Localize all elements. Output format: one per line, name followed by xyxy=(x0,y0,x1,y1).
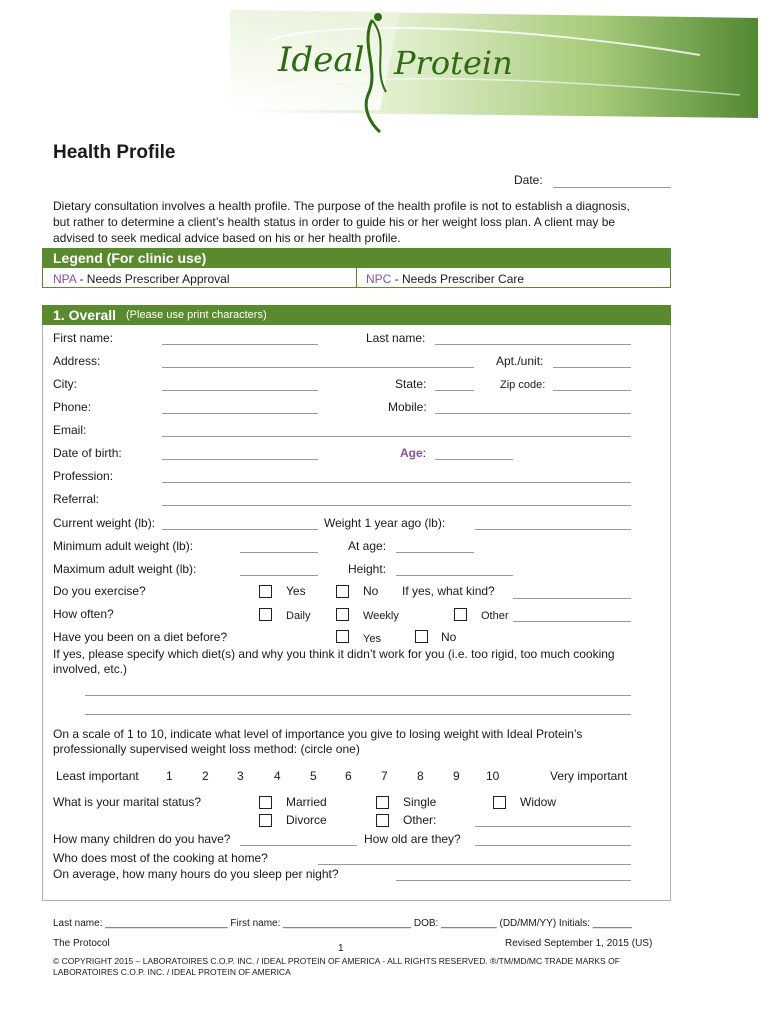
specify-line: If yes, please specify which diet(s) and why you think it didn’t work for you (i.e. too rigid, too much cooking xyxy=(53,647,615,661)
address-label: Address: xyxy=(53,354,101,368)
footer-protocol: The Protocol xyxy=(53,938,110,949)
exercise-label: Do you exercise? xyxy=(53,584,146,598)
footer-copyright: © COPYRIGHT 2015 – LABORATOIRES C.O.P. INC. / IDEAL PROTEIN OF AMERICA - ALL RIGHTS RESERVED. ®/TM/MD/MC TRADE MARKS OF xyxy=(53,956,620,966)
city-label: City: xyxy=(53,377,77,391)
npa-text: - Needs Prescriber Approval xyxy=(76,272,230,286)
married-checkbox[interactable] xyxy=(259,796,272,809)
scale-option[interactable]: 7 xyxy=(381,769,388,783)
apt-label: Apt./unit: xyxy=(496,354,544,368)
footer-copyright: LABORATOIRES C.O.P. INC. / IDEAL PROTEIN OF AMERICA xyxy=(53,967,291,977)
last-name-label: Last name: xyxy=(366,331,426,345)
email-label: Email: xyxy=(53,423,87,437)
sleep-field[interactable] xyxy=(396,880,631,881)
very-important-label: Very important xyxy=(550,769,628,783)
children-field[interactable] xyxy=(240,845,357,846)
logo-text-left: Ideal xyxy=(278,40,365,80)
scale-option[interactable]: 1 xyxy=(166,769,173,783)
age-field[interactable] xyxy=(435,459,513,460)
scale-option[interactable]: 5 xyxy=(310,769,317,783)
logo-text-right: Protein xyxy=(394,44,513,82)
children-label: How many children do you have? xyxy=(53,832,231,846)
profession-field[interactable] xyxy=(162,482,631,483)
scale-line: professionally supervised weight loss method: (circle one) xyxy=(53,742,360,756)
age-code: Age xyxy=(400,446,423,460)
footer-page-number: 1 xyxy=(338,943,344,954)
how-old-label: How old are they? xyxy=(364,832,461,846)
scale-option[interactable]: 2 xyxy=(202,769,209,783)
other-checkbox[interactable] xyxy=(454,608,467,621)
mobile-label: Mobile: xyxy=(388,400,427,414)
header-banner xyxy=(0,0,770,135)
page-title: Health Profile xyxy=(53,142,176,163)
diet-yes-checkbox[interactable] xyxy=(336,630,349,643)
intro-line: but rather to determine a client’s health status in order to guide his or her weight loss plan. A client may be xyxy=(53,215,616,229)
city-field[interactable] xyxy=(162,390,318,391)
intro-line: advised to seek medical advice based on his or her health profile. xyxy=(53,231,401,245)
current-weight-field[interactable] xyxy=(162,529,318,530)
single-label: Single xyxy=(403,795,437,809)
dob-field[interactable] xyxy=(162,459,318,460)
phone-label: Phone: xyxy=(53,400,92,414)
date-field[interactable] xyxy=(553,187,671,188)
footer-revised: Revised September 1, 2015 (US) xyxy=(505,938,653,949)
referral-label: Referral: xyxy=(53,492,100,506)
min-weight-field[interactable] xyxy=(240,552,318,553)
first-name-field[interactable] xyxy=(162,344,318,345)
npa-code: NPA xyxy=(53,272,77,286)
max-weight-label: Maximum adult weight (lb): xyxy=(53,562,197,576)
scale-option[interactable]: 3 xyxy=(237,769,244,783)
diet-detail-field-2[interactable] xyxy=(85,714,631,715)
weekly-label: Weekly xyxy=(363,610,399,622)
intro-line: Dietary consultation involves a health profile. The purpose of the health profile is not to establish a diagnosis, xyxy=(53,199,630,213)
apt-field[interactable] xyxy=(553,367,631,368)
first-name-label: First name: xyxy=(53,331,114,345)
age-colon: : xyxy=(422,446,427,460)
referral-field[interactable] xyxy=(162,505,631,506)
sleep-label: On average, how many hours do you sleep per night? xyxy=(53,867,339,881)
email-field[interactable] xyxy=(162,436,631,437)
exercise-yes-checkbox[interactable] xyxy=(259,585,272,598)
mobile-field[interactable] xyxy=(435,413,631,414)
scale-option[interactable]: 4 xyxy=(274,769,281,783)
weight-year-ago-label: Weight 1 year ago (lb): xyxy=(324,516,446,530)
diet-detail-field-1[interactable] xyxy=(85,695,631,696)
section1-subtitle: (Please use print characters) xyxy=(126,309,267,321)
current-weight-label: Current weight (lb): xyxy=(53,516,156,530)
other-label: Other xyxy=(481,610,509,622)
least-important-label: Least important xyxy=(56,769,139,783)
section1-frame xyxy=(42,325,671,901)
how-old-field[interactable] xyxy=(475,845,631,846)
specify-line: involved, etc.) xyxy=(53,662,128,676)
scale-option[interactable]: 6 xyxy=(345,769,352,783)
marital-other-field[interactable] xyxy=(475,826,631,827)
cooking-label: Who does most of the cooking at home? xyxy=(53,851,268,865)
npc-text: - Needs Prescriber Care xyxy=(391,272,525,286)
cooking-field[interactable] xyxy=(318,864,631,865)
diet-before-label: Have you been on a diet before? xyxy=(53,630,228,644)
height-label: Height: xyxy=(348,562,387,576)
profession-label: Profession: xyxy=(53,469,114,483)
scale-option[interactable]: 10 xyxy=(486,769,500,783)
how-often-label: How often? xyxy=(53,607,114,621)
divorce-checkbox[interactable] xyxy=(259,814,272,827)
widow-checkbox[interactable] xyxy=(493,796,506,809)
daily-checkbox[interactable] xyxy=(259,608,272,621)
phone-field[interactable] xyxy=(162,413,318,414)
weekly-checkbox[interactable] xyxy=(336,608,349,621)
min-weight-label: Minimum adult weight (lb): xyxy=(53,539,194,553)
marital-label: What is your marital status? xyxy=(53,795,202,809)
max-weight-field[interactable] xyxy=(240,575,318,576)
scale-option[interactable]: 8 xyxy=(417,769,424,783)
npc-code: NPC xyxy=(366,272,392,286)
married-label: Married xyxy=(286,795,327,809)
at-age-label: At age: xyxy=(348,539,387,553)
section1-header xyxy=(42,305,671,325)
diet-no-label: No xyxy=(441,630,457,644)
widow-label: Widow xyxy=(520,795,557,809)
scale-line: On a scale of 1 to 10, indicate what level of importance you give to losing weight with Ideal Protein’s xyxy=(53,727,583,741)
what-kind-field[interactable] xyxy=(513,598,631,599)
marital-other-checkbox[interactable] xyxy=(376,814,389,827)
legend-npc xyxy=(366,272,524,286)
diet-no-checkbox[interactable] xyxy=(415,630,428,643)
zip-field[interactable] xyxy=(553,390,631,391)
exercise-yes-label: Yes xyxy=(286,584,306,598)
footer-id-line: Last name: ______________________ First name: _______________________ DOB: __________ (DD/MM/YY) Initials: _______ xyxy=(53,918,632,929)
legend-divider xyxy=(356,268,357,287)
daily-label: Daily xyxy=(286,610,311,622)
address-field[interactable] xyxy=(162,367,474,368)
section1-title: 1. Overall xyxy=(53,307,117,323)
scale-option[interactable]: 9 xyxy=(453,769,460,783)
weight-year-ago-field[interactable] xyxy=(475,529,631,530)
other-field[interactable] xyxy=(513,621,631,622)
ideal-protein-logo xyxy=(0,0,770,135)
state-field[interactable] xyxy=(435,390,474,391)
legend-title: Legend (For clinic use) xyxy=(53,250,207,266)
divorce-label: Divorce xyxy=(286,813,327,827)
last-name-field[interactable] xyxy=(435,344,631,345)
at-age-field[interactable] xyxy=(396,552,474,553)
height-field[interactable] xyxy=(396,575,513,576)
exercise-no-label: No xyxy=(363,584,379,598)
single-checkbox[interactable] xyxy=(376,796,389,809)
exercise-no-checkbox[interactable] xyxy=(336,585,349,598)
diet-yes-label: Yes xyxy=(363,633,381,645)
dob-label: Date of birth: xyxy=(53,446,122,460)
date-label: Date: xyxy=(514,173,543,187)
marital-other-label: Other: xyxy=(403,813,437,827)
legend-npa xyxy=(53,272,230,286)
legend-header xyxy=(42,248,671,268)
age-label xyxy=(400,446,426,460)
zip-label: Zip code: xyxy=(500,379,546,391)
state-label: State: xyxy=(395,377,427,391)
what-kind-label: If yes, what kind? xyxy=(402,584,495,598)
